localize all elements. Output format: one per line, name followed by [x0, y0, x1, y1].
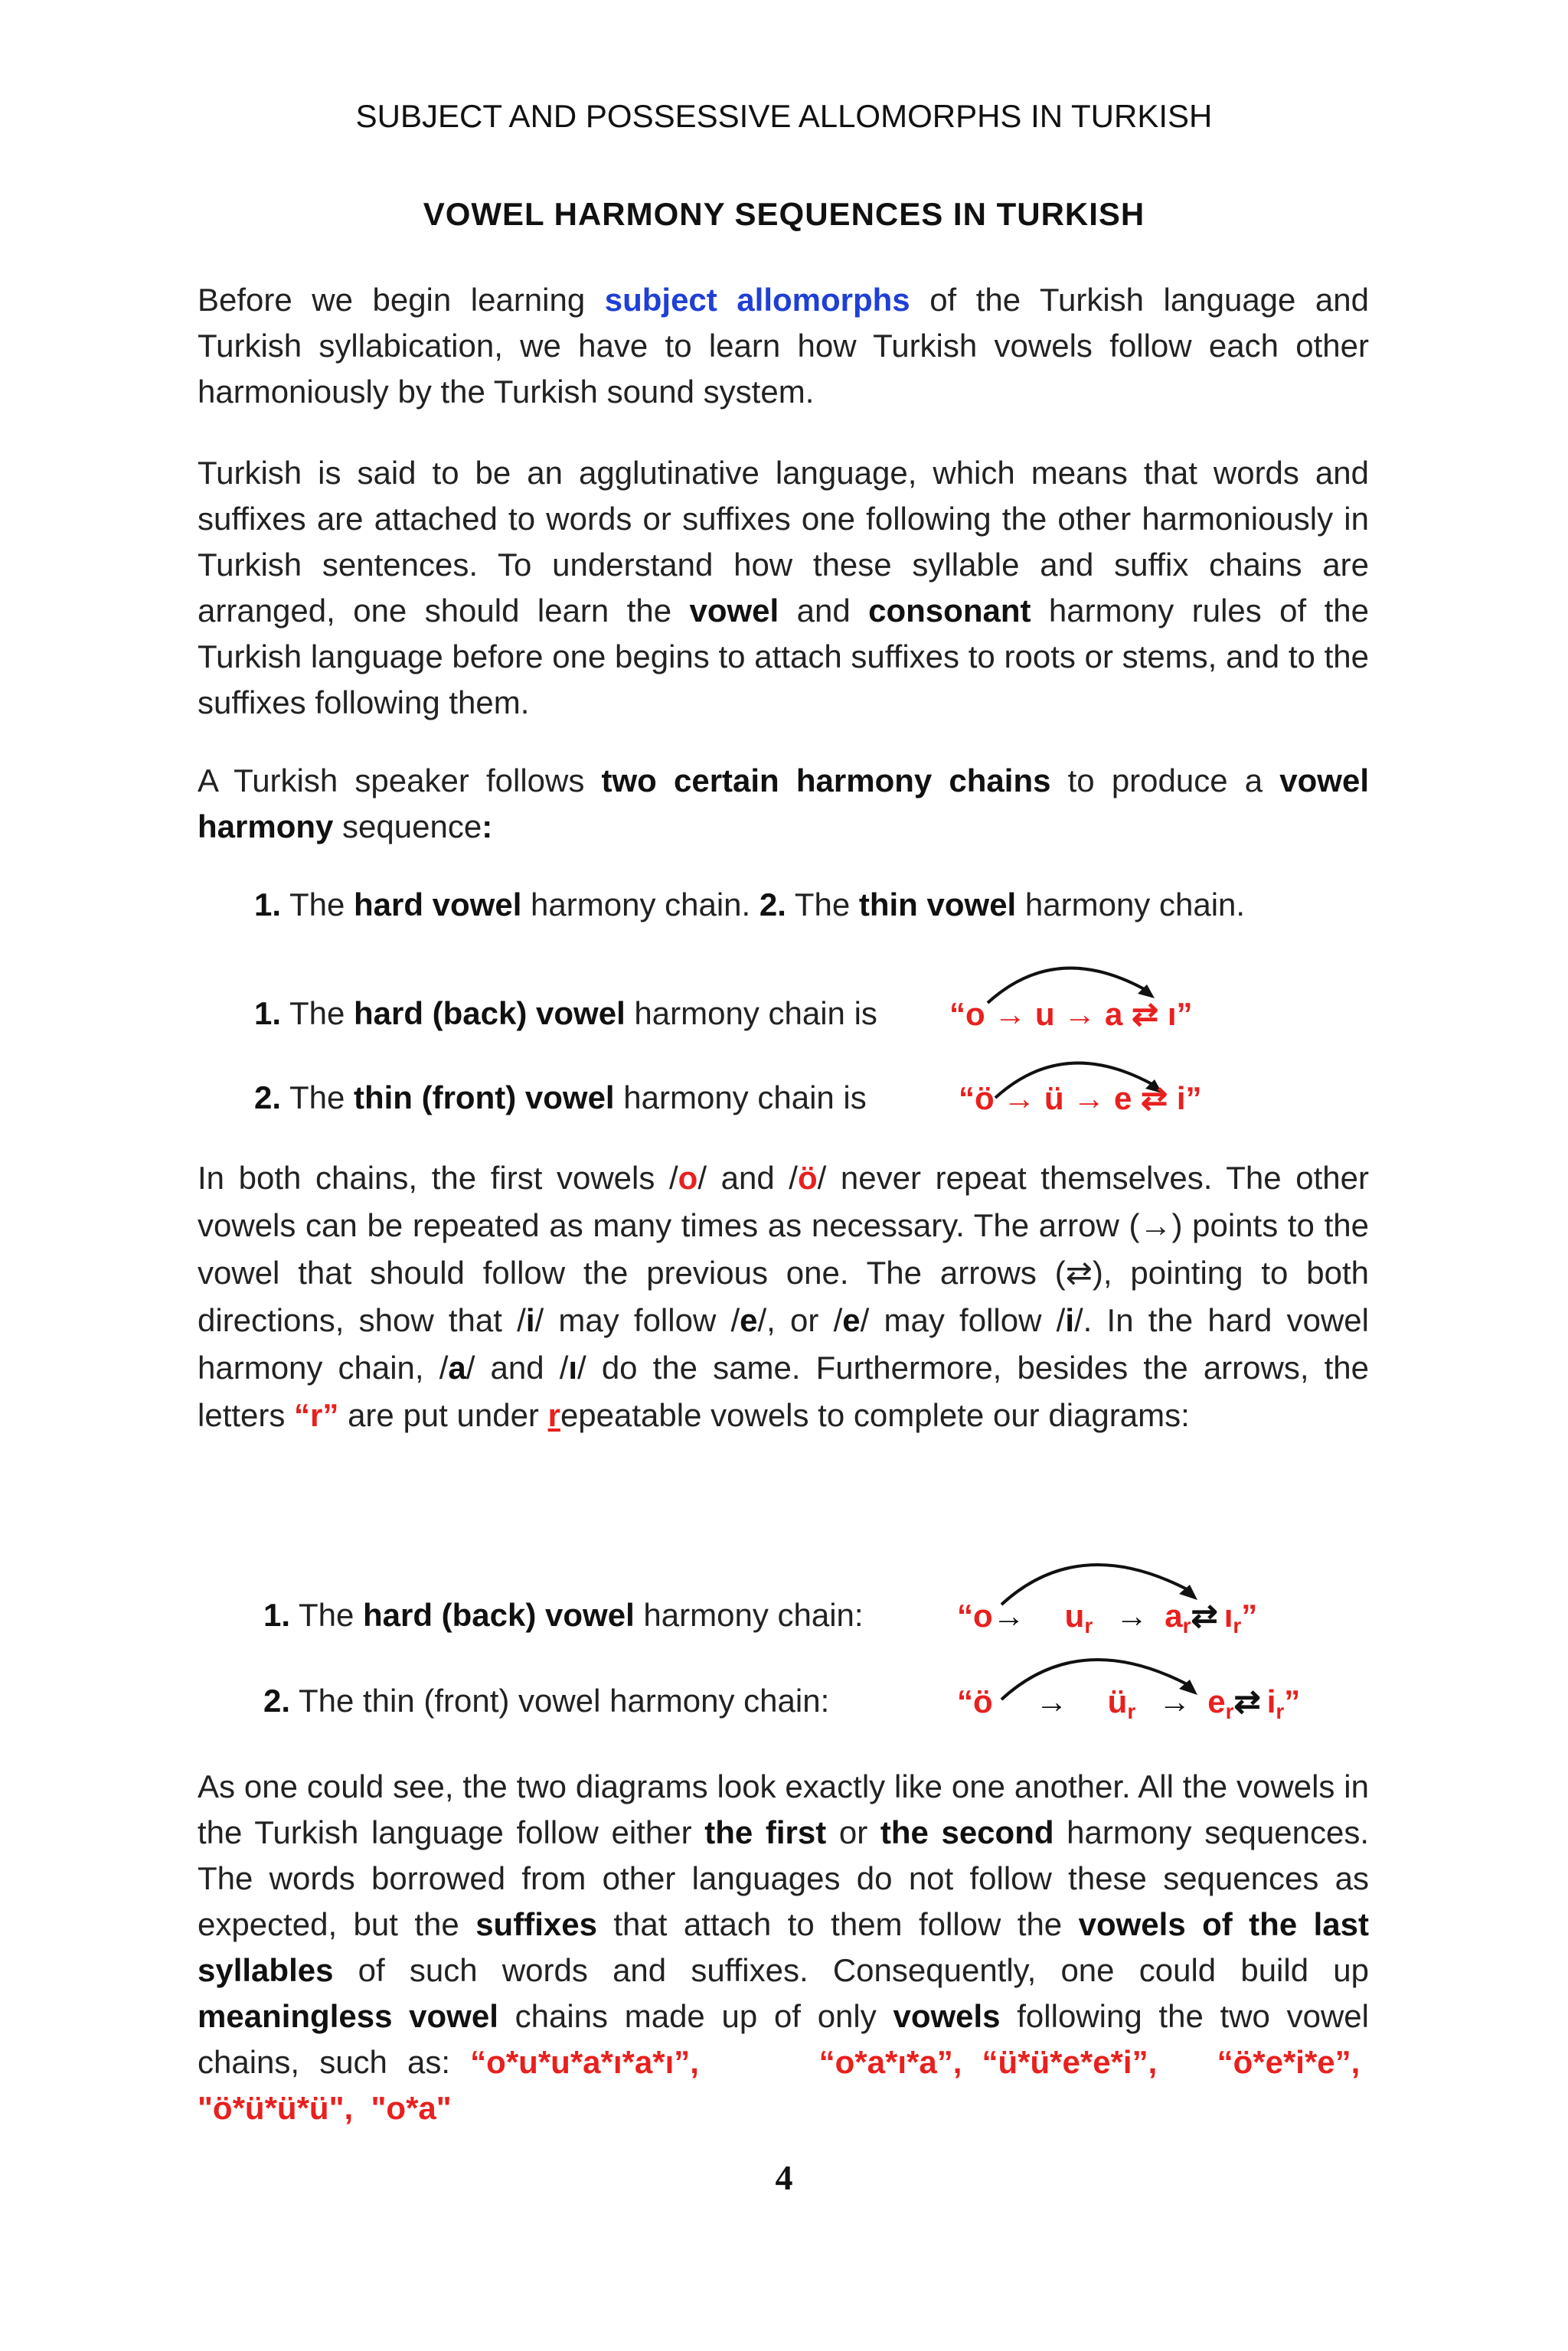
- paragraph-arrows-explanation: [198, 1154, 1369, 1439]
- seq-double-arrow: ⇄: [1191, 1598, 1218, 1634]
- text-span: harmony sequences. The words borrowed from other languages do not follow these sequences as expected, but the: [198, 1814, 1370, 1942]
- seq-quote: ”: [1241, 1598, 1258, 1634]
- text-span: of the Turkish language and Turkish syllabication, we have to learn how Turkish vowels follow each other harmoniously by the Turkish sound system.: [198, 282, 1369, 410]
- text-span: sequence: [333, 808, 482, 844]
- seq-u: u: [1064, 1598, 1085, 1634]
- subject-allomorphs-highlight: subject allomorphs: [604, 282, 910, 318]
- text-span: /, or /: [757, 1302, 843, 1338]
- text-span: are put under: [338, 1397, 548, 1433]
- seq-r: r: [1225, 1700, 1234, 1723]
- text-span: or: [826, 1814, 880, 1850]
- page-number: 4: [775, 2158, 793, 2197]
- bold-term: thin (front) vowel: [353, 1079, 615, 1115]
- diagram-hard-chain-line: [263, 1597, 864, 1634]
- text-span: harmony chain:: [634, 1597, 864, 1633]
- paragraph-diagrams-comparison: [198, 1764, 1369, 2131]
- seq-arrow: →: [1158, 1683, 1191, 1719]
- seq-o-umlaut: “ö: [957, 1683, 993, 1719]
- seq-double-arrow: ⇄: [1233, 1683, 1261, 1719]
- vowel-e: e: [842, 1302, 861, 1338]
- text-span: harmony chain.: [521, 887, 760, 922]
- seq-r: r: [1233, 1614, 1242, 1638]
- bold-term: thin vowel: [858, 887, 1017, 922]
- text-span: / never repeat themselves. The other vowels can be repeated as many times as necessary. The arrow (→) points to the vowel that should follow the previous one. The arrows (⇄), pointing to both directions, show that /: [198, 1160, 1369, 1338]
- vowel-i: i: [1065, 1302, 1074, 1338]
- text-span: A Turkish speaker follows: [198, 762, 602, 798]
- hard-vowel-chain-line: [254, 995, 877, 1032]
- seq-e: e: [1207, 1683, 1226, 1719]
- bold-term: vowel harmony: [198, 762, 1369, 844]
- vowel-o: o: [678, 1160, 698, 1196]
- list-number: 1.: [254, 995, 282, 1031]
- text-span: following the two vowel chains, such as:: [198, 1998, 1369, 2080]
- bold-term: the second: [880, 1814, 1054, 1850]
- text-span: epeatable vowels to complete our diagrams:: [560, 1397, 1190, 1433]
- example-chain: "ö*ü*ü*ü",: [198, 2090, 354, 2126]
- text-span: harmony chain.: [1016, 887, 1246, 922]
- text-span: :: [482, 808, 493, 844]
- example-chain: “o*u*u*a*ı*a*ı”,: [470, 2044, 699, 2080]
- list-number: 2.: [759, 887, 786, 922]
- bold-term: consonant: [868, 593, 1031, 629]
- bold-term: vowels: [893, 1998, 1001, 2034]
- bold-term: two certain harmony chains: [601, 762, 1051, 798]
- text-span: /. In the hard vowel harmony chain, /: [198, 1302, 1369, 1386]
- diagram-hard-sequence: [957, 1597, 1257, 1638]
- bold-term: vowels of the last syllables: [198, 1906, 1369, 1988]
- seq-r: r: [1084, 1614, 1093, 1638]
- text-span: harmony chain is: [625, 995, 877, 1031]
- list-hard-thin: [254, 887, 1245, 923]
- bold-term: vowel: [689, 593, 779, 629]
- text-span: / do the same. Furthermore, besides the arrows, the letters: [198, 1350, 1369, 1433]
- section-title: VOWEL HARMONY SEQUENCES IN TURKISH: [423, 196, 1145, 232]
- list-number: 1.: [254, 887, 282, 922]
- text-span: / and /: [466, 1350, 569, 1386]
- seq-arrow: →: [992, 1598, 1025, 1634]
- text-span: to produce a: [1050, 762, 1280, 798]
- bold-term: hard vowel: [353, 887, 522, 922]
- text-span: harmony rules of the Turkish language before one begins to attach suffixes to roots or stems, and to the suffixes following them.: [198, 593, 1370, 720]
- diagram-thin-chain-line: [263, 1683, 829, 1719]
- list-number: 1.: [263, 1597, 291, 1633]
- example-chain: “o*a*ı*a”,: [818, 2044, 962, 2080]
- example-chain: "o*a": [371, 2090, 452, 2126]
- text-span: and: [779, 593, 869, 629]
- text-span: The: [281, 1079, 354, 1115]
- seq-dotless-i: ı: [1223, 1598, 1233, 1634]
- seq-u-umlaut: ü: [1107, 1683, 1128, 1719]
- paragraph-intro: [198, 277, 1369, 415]
- running-head: SUBJECT AND POSSESSIVE ALLOMORPHS IN TURKISH: [355, 98, 1213, 134]
- text-span: The: [786, 887, 859, 922]
- seq-o: “o: [957, 1598, 993, 1634]
- seq-r: r: [1127, 1700, 1136, 1723]
- text-span: / may follow /: [534, 1302, 740, 1338]
- example-chain: “ö*e*i*e”,: [1217, 2044, 1361, 2080]
- seq-arrow: →: [1035, 1683, 1068, 1719]
- bold-term: the first: [704, 1814, 827, 1850]
- hard-vowel-sequence: “o → u → a ⇄ ı”: [949, 996, 1193, 1032]
- text-span: The: [290, 1597, 363, 1633]
- seq-i: i: [1266, 1683, 1276, 1719]
- paragraph-agglutinative: [198, 450, 1369, 726]
- bold-term: hard (back) vowel: [362, 1597, 635, 1633]
- seq-r: r: [1276, 1700, 1285, 1723]
- list-number: 2.: [263, 1683, 291, 1719]
- example-chain: “ü*ü*e*e*i”,: [982, 2044, 1158, 2080]
- text-span: that attach to them follow the: [596, 1906, 1079, 1942]
- seq-quote: ”: [1284, 1683, 1301, 1719]
- vowel-o-umlaut: ö: [797, 1160, 818, 1196]
- diagram-thin-sequence: [957, 1683, 1300, 1724]
- text-span: The: [281, 995, 354, 1031]
- bold-term: suffixes: [475, 1906, 597, 1942]
- text-span: Before we begin learning: [198, 282, 605, 318]
- thin-vowel-chain-line: [254, 1079, 867, 1116]
- text-span: The thin (front) vowel harmony chain:: [290, 1683, 830, 1719]
- vowel-a: a: [448, 1350, 466, 1386]
- text-span: harmony chain is: [614, 1079, 867, 1115]
- text-span: Turkish is said to be an agglutinative language, which means that words and suffixes are attached to words or suffixes one following the other harmoniously in Turkish sentences. To understand how these syllable and suffix chains are arranged, one should learn the: [198, 455, 1369, 629]
- bold-term: hard (back) vowel: [353, 995, 626, 1031]
- seq-a: a: [1165, 1598, 1183, 1634]
- text-span: As one could see, the two diagrams look exactly like one another. All the vowels in the Turkish language follow either: [198, 1768, 1369, 1850]
- thin-vowel-sequence: “ö → ü → e ⇄ i”: [959, 1080, 1202, 1116]
- letter-r-underlined: r: [547, 1397, 560, 1433]
- text-span: The: [281, 887, 354, 922]
- vowel-i: i: [525, 1302, 535, 1338]
- text-span: / and /: [697, 1160, 798, 1196]
- text-span: In both chains, the first vowels /: [198, 1160, 678, 1196]
- text-span: of such words and suffixes. Consequently, one could build up: [333, 1952, 1369, 1988]
- vowel-e: e: [740, 1302, 758, 1338]
- bold-term: meaningless vowel: [198, 1998, 498, 2034]
- paragraph-two-chains: [198, 758, 1369, 850]
- text-span: / may follow /: [860, 1302, 1066, 1338]
- text-span: chains made up of only: [498, 1998, 893, 2034]
- list-number: 2.: [254, 1079, 282, 1115]
- seq-arrow: →: [1116, 1598, 1148, 1634]
- vowel-dotless-i: ı: [568, 1350, 578, 1386]
- letter-r-quoted: “r”: [294, 1397, 339, 1433]
- seq-r: r: [1182, 1614, 1191, 1638]
